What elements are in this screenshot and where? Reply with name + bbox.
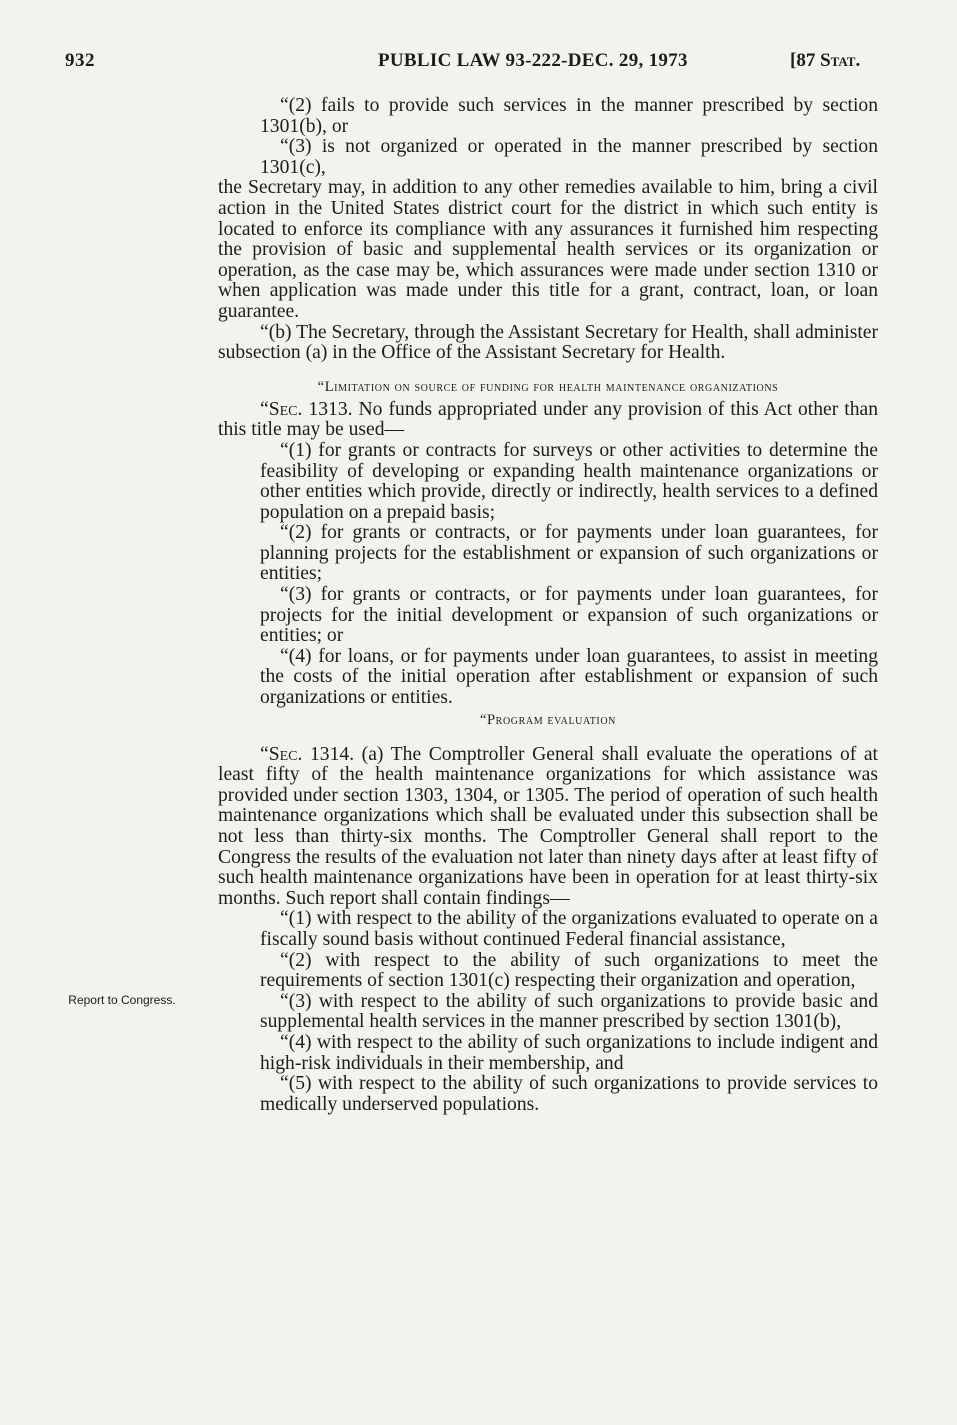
section-heading-program-evaluation: “Program evaluation [479,711,616,728]
statute-reference [790,50,860,72]
sec-label: “Sec. [260,398,303,420]
section-1313-intro [218,400,878,441]
section-1313-text: 1313. No funds appropriated under any provision of this Act other than this title may be used— [218,398,878,441]
margin-note-report-to-congress: Report to Congress. [68,993,176,1007]
statute-word: Stat. [820,50,861,71]
section-1313-item-3: “(3) for grants or contracts, or for payments under loan guarantees, for projects for the initial development or expansion of such organizations or entities; or [260,584,878,647]
section-1313-item-2: “(2) for grants or contracts, or for payments under loan guarantees, for planning projects for the establishment or expansion of such organizations or entities; [260,522,878,585]
section-heading-limitation: “Limitation on source of funding for health maintenance organizations [317,378,779,395]
section-1313-item-4: “(4) for loans, or for payments under loan guarantees, to assist in meeting the costs of the initial operation after establishment or expansion of such organizations or entities. [260,645,878,709]
section-1314-a [218,745,878,910]
section-1314-finding-1: “(1) with respect to the ability of the organizations evaluated to operate on a fiscally sound basis without continued Federal financial assistance, [260,908,878,950]
statute-volume: [87 [790,50,816,71]
section-1314-finding-5: “(5) with respect to the ability of such organizations to provide services to medically underserved populations. [260,1073,878,1115]
paragraph-a3: “(3) is not organized or operated in the manner prescribed by section 1301(c), [260,136,878,178]
paragraph-a2: “(2) fails to provide such services in the manner prescribed by section 1301(b), or [260,95,878,137]
paragraph-b: “(b) The Secretary, through the Assistant Secretary for Health, shall administer subsection (a) in the Office of the Assistant Secretary for Health. [218,321,878,364]
page-number: 932 [65,50,95,71]
paragraph-secretary-remedies: the Secretary may, in addition to any other remedies available to him, bring a civil action in the United States district court for the district in which such entity is located to enforce its compliance with any assurances it furnished him respecting the provision of basic and supplemental health services or its organization or operation, as the case may be, which assurances were made under section 1310 or when application was made under this title for a grant, contract, loan, or loan guarantee. [218,177,878,322]
running-head: PUBLIC LAW 93-222-DEC. 29, 1973 [378,50,688,71]
section-1314-finding-2: “(2) with respect to the ability of such organizations to meet the requirements of section 1301(c) respecting their organization and operation, [260,949,878,992]
section-1314-finding-4: “(4) with respect to the ability of such organizations to include indigent and high-risk individuals in their membership, and [260,1031,878,1074]
section-1314-finding-3: “(3) with respect to the ability of such organizations to provide basic and supplemental health services in the manner prescribed by section 1301(b), [260,990,878,1033]
section-1314-text: 1314. (a) The Comptroller General shall evaluate the operations of at least fifty of the health maintenance organizations for which assistance was provided under section 1303, 1304, or 1305. The period of operation of such health maintenance organizations which shall be evaluated under this subsection shall be not less than thirty-six months. The Comptroller General shall report to the Congress the results of the evaluation not later than ninety days after at least fifty of such health maintenance organizations have been in operation for at least thirty-six months. Such report shall contain findings— [218,743,879,909]
body-text [218,96,878,1115]
sec-label: “Sec. [260,743,303,765]
section-1313-item-1: “(1) for grants or contracts for surveys or other activities to determine the feasibility of developing or expanding health maintenance organizations or other entities which provide, directly or indirectly, health services to a defined population on a prepaid basis; [260,439,878,523]
